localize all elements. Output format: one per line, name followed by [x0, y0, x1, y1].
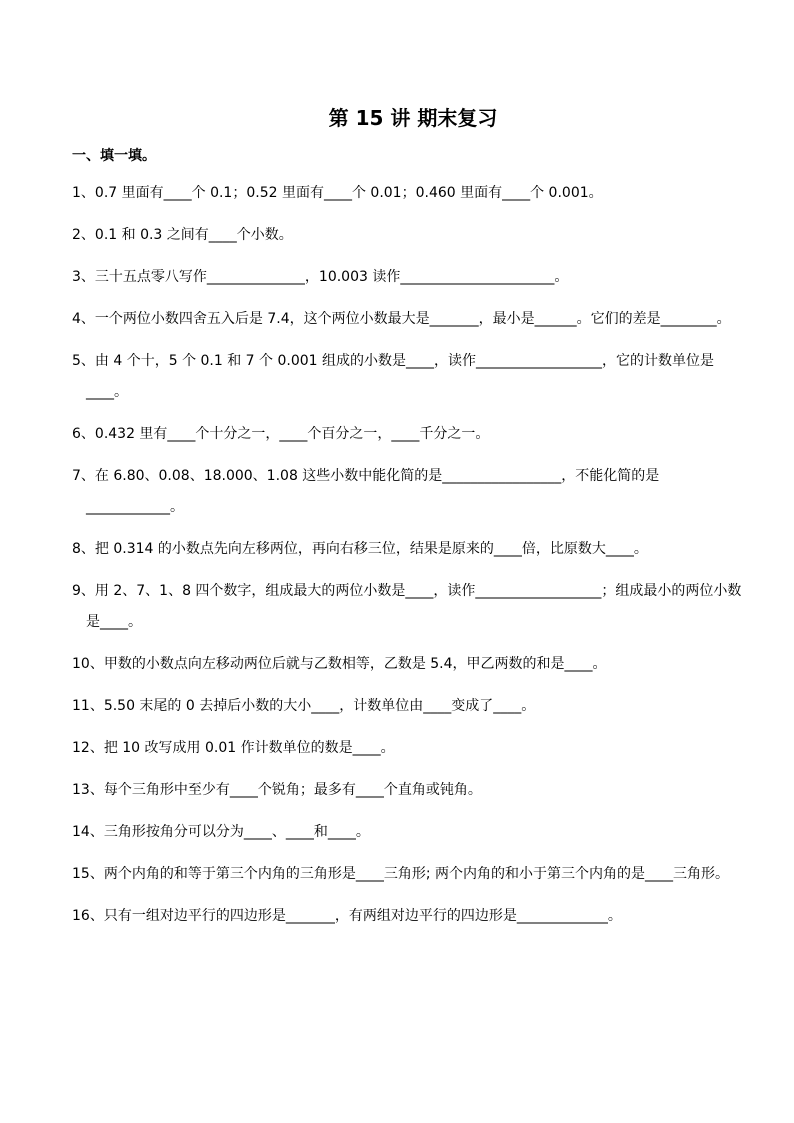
question-6: 6、0.432 里有____个十分之一，____个百分之一，____千分之一。 [72, 426, 490, 442]
question-1: 1、0.7 里面有____个 0.1；0.52 里面有____个 0.01；0.460 里面有____个 0.001。 [72, 185, 603, 201]
question-7: 7、在 6.80、0.08、18.000、1.08 这些小数中能化简的是_________________，不能化简的是____________。 [72, 468, 660, 515]
question-15: 15、两个内角的和等于第三个内角的三角形是____三角形; 两个内角的和小于第三个内角的是____三角形。 [72, 866, 729, 882]
question-3: 3、三十五点零八写作______________，10.003 读作______________________。 [72, 269, 569, 285]
question-5: 5、由 4 个十，5 个 0.1 和 7 个 0.001 组成的小数是____，读作__________________，它的计数单位是____。 [72, 353, 715, 400]
question-2: 2、0.1 和 0.3 之间有____个小数。 [72, 227, 293, 243]
question-9: 9、用 2、7、1、8 四个数字，组成最大的两位小数是____，读作__________________；组成最小的两位小数是____。 [72, 583, 742, 630]
question-16: 16、只有一组对边平行的四边形是_______，有两组对边平行的四边形是_____________。 [72, 908, 622, 924]
question-4: 4、一个两位小数四舍五入后是 7.4，这个两位小数最大是_______，最小是______。它们的差是________。 [72, 311, 731, 327]
question-12: 12、把 10 改写成用 0.01 作计数单位的数是____。 [72, 740, 395, 756]
page-title: 第 15 讲 期末复习 [328, 106, 498, 130]
question-8: 8、把 0.314 的小数点先向左移两位，再向右移三位，结果是原来的____倍，比原数大____。 [72, 541, 648, 557]
question-14: 14、三角形按角分可以分为____、____和____。 [72, 824, 370, 840]
question-13: 13、每个三角形中至少有____个锐角；最多有____个直角或钝角。 [72, 782, 482, 798]
question-11: 11、5.50 末尾的 0 去掉后小数的大小____，计数单位由____变成了____。 [72, 698, 536, 714]
question-10: 10、甲数的小数点向左移动两位后就与乙数相等，乙数是 5.4，甲乙两数的和是____。 [72, 656, 607, 672]
section-heading: 一、填一填。 [72, 148, 156, 164]
